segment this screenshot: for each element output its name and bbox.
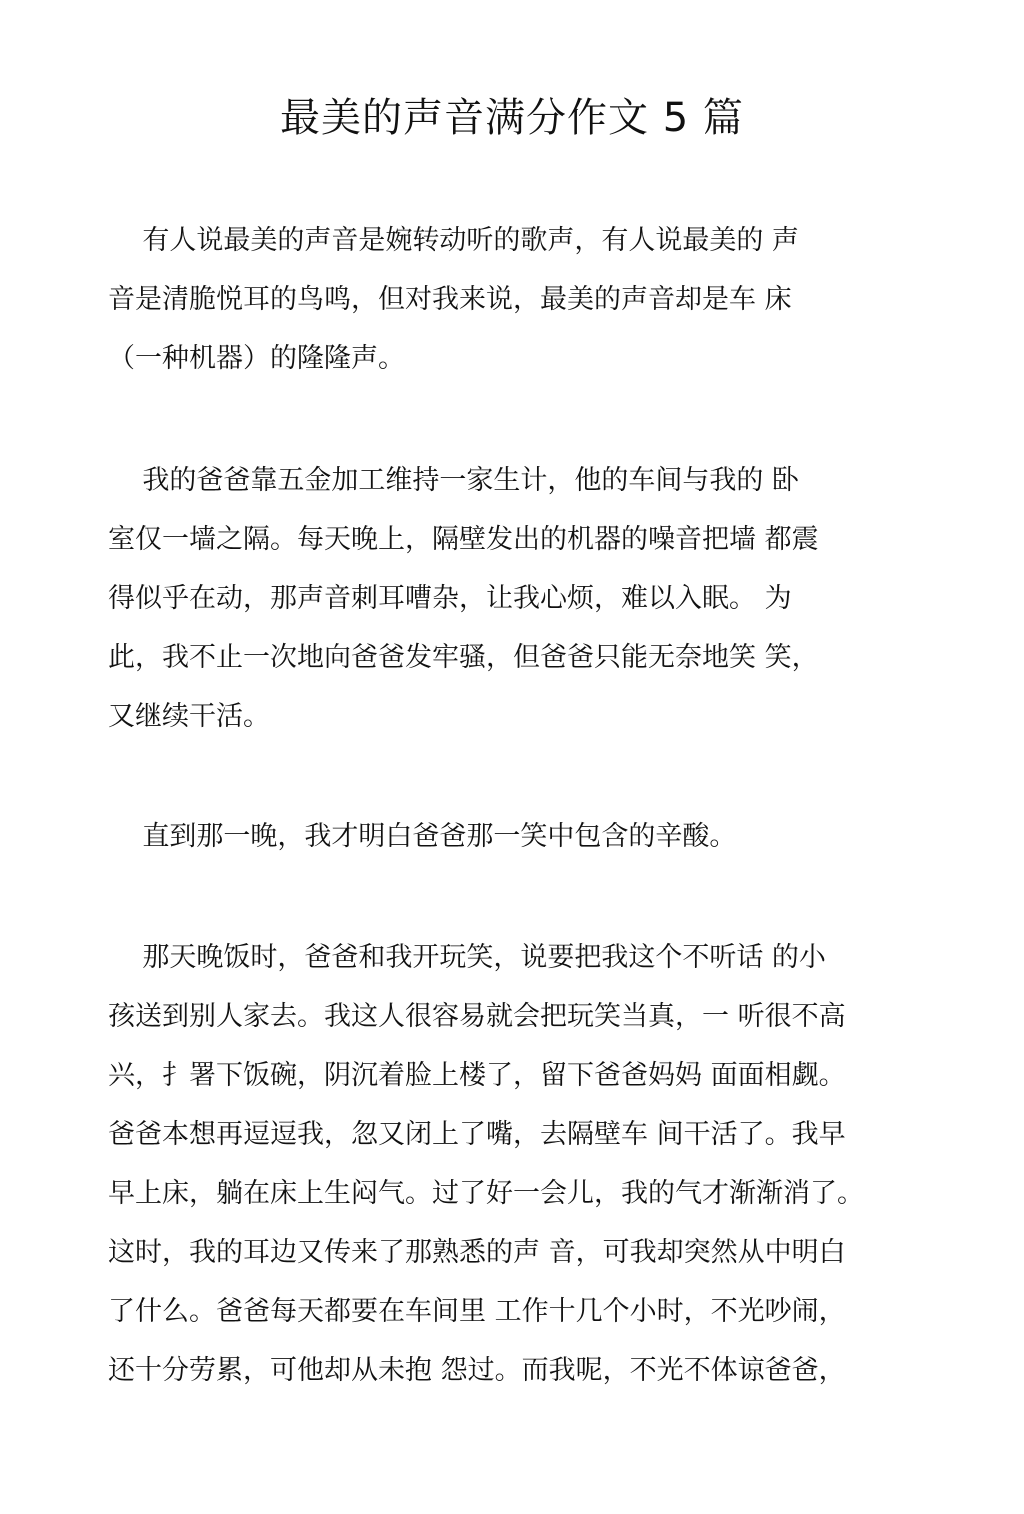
text-line: 了什么。爸爸每天都要在车间里 工作十几个小时，不光吵闹， [108,1296,846,1327]
text-line: 我的爸爸靠五金加工维持一家生计，他的车间与我的 卧 [108,465,799,496]
paragraph-3 [108,807,736,866]
paragraph-1 [108,211,799,388]
text-line: 得似乎在动，那声音刺耳嘈杂，让我心烦，难以入眠。 为 [108,583,792,614]
paragraph-2 [108,451,819,746]
text-line: 孩送到别人家去。我这人很容易就会把玩笑当真，一 听很不高 [108,1001,846,1032]
text-line: 音是清脆悦耳的鸟鸣，但对我来说，最美的声音却是车 床 [108,284,792,315]
text-line: 这时，我的耳边又传来了那熟悉的声 音，可我却突然从中明白 [108,1237,846,1268]
text-line: 早上床，躺在床上生闷气。过了好一会儿，我的气才渐渐消了。 [108,1178,864,1209]
text-line: 此，我不止一次地向爸爸发牢骚，但爸爸只能无奈地笑 笑， [108,642,819,673]
text-line: 直到那一晚，我才明白爸爸那一笑中包含的辛酸。 [108,821,737,852]
text-line: （一种机器）的隆隆声。 [108,343,405,374]
text-line: 又继续干活。 [108,701,270,732]
text-line: 有人说最美的声音是婉转动听的歌声，有人说最美的 声 [108,225,799,256]
text-line: 爸爸本想再逗逗我，忽又闭上了嘴，去隔壁车 间干活了。我早 [108,1119,846,1150]
document-title: 最美的声音满分作文 5 篇 [280,95,744,141]
text-line: 还十分劳累，可他却从未抱 怨过。而我呢，不光不体谅爸爸， [108,1355,846,1386]
text-line: 室仅一墙之隔。每天晚上，隔壁发出的机器的噪音把墙 都震 [108,524,819,555]
text-line: 兴，扌署下饭碗，阴沉着脸上楼了，留下爸爸妈妈 面面相觑。 [108,1060,846,1091]
text-line: 那天晚饭时，爸爸和我开玩笑，说要把我这个不听话 的小 [108,942,826,973]
paragraph-4 [108,928,864,1400]
